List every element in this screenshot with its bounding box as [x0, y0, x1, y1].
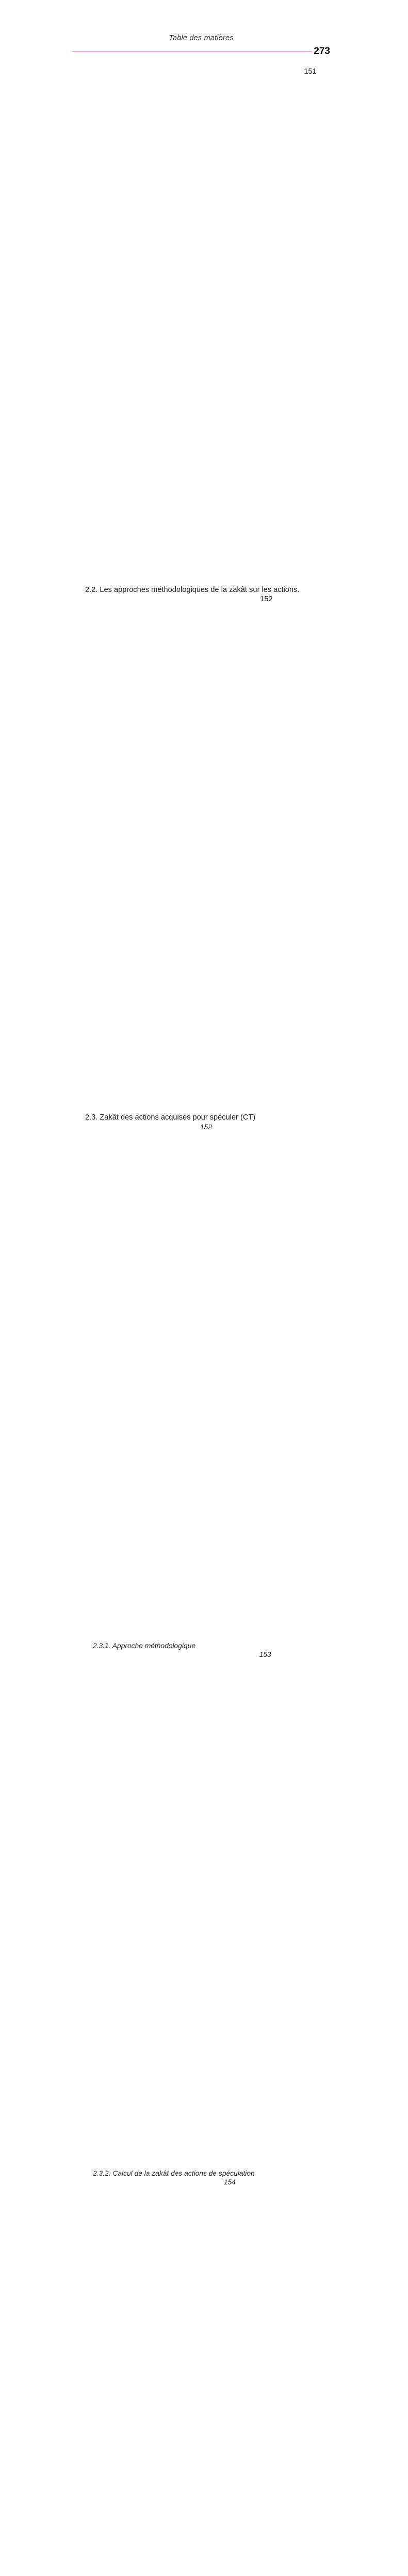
toc-entry-label: 2.3. Zakât des actions acquises pour spéculer (CT): [85, 1113, 256, 1122]
running-header: [72, 34, 330, 57]
toc-entry-label: 2.3.1. Approche méthodologique: [93, 1641, 195, 1650]
toc-list: [72, 67, 330, 2576]
toc-entry-page: 152: [200, 1123, 330, 1650]
toc-entry-page: 152: [260, 595, 330, 1123]
running-header-title: Table des matières: [169, 34, 234, 42]
toc-entry: [72, 1650, 330, 2178]
toc-entry-label: 2.2. Les approches méthodologiques de la zakât sur les actions.: [85, 586, 300, 595]
folio-page-number: 273: [314, 46, 330, 57]
page-content: [72, 34, 330, 2576]
toc-entry-page: 153: [259, 1650, 330, 2178]
pink-rule: [72, 52, 312, 53]
toc-entry: [72, 1123, 330, 1650]
toc-entry-label: 2.3.2. Calcul de la zakât des actions de spéculation: [93, 2169, 255, 2177]
toc-entry-page: 154: [224, 2178, 330, 2576]
toc-entry: [72, 2178, 330, 2576]
toc-entry: [72, 67, 330, 595]
header-rule-line: [72, 44, 330, 57]
toc-entry-page: 151: [304, 67, 330, 595]
toc-entry: [72, 595, 330, 1123]
